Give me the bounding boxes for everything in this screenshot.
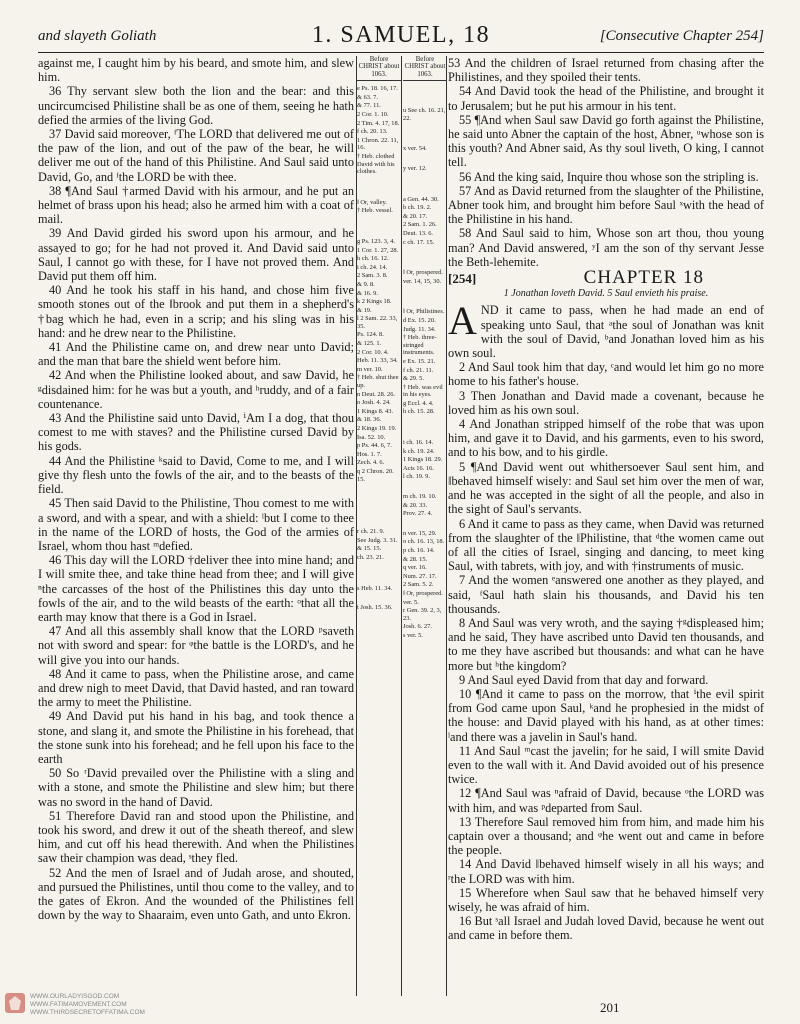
reference-entry: r ch. 21. 9. bbox=[357, 528, 385, 536]
reference-entry: i ch. 16. 14. bbox=[403, 439, 434, 447]
verse: 53 And the children of Israel returned from chasing after the Philistines, and they spoiled their tents. bbox=[448, 56, 764, 85]
reference-entry: p ch. 16. 14. bbox=[403, 547, 435, 554]
verse: 10 ¶And it came to pass on the morrow, that ⁱthe evil spirit from God came upon Saul, ᵏand he prophesied in the midst of the house: and David played with his hand, as at other times: ˡand there was a javelin in Saul's hand. bbox=[448, 686, 764, 744]
reference-entry: See Judg. 3. 31. bbox=[357, 536, 398, 544]
reference-entry bbox=[357, 177, 401, 187]
reference-entry: & 125. 1. bbox=[357, 340, 382, 348]
reference-entry: o ch. 16. 13, 18. bbox=[403, 538, 445, 546]
reference-entry: Prov. 27. 4. bbox=[403, 510, 433, 518]
page-number: 201 bbox=[600, 1000, 620, 1015]
reference-entry bbox=[403, 428, 447, 438]
reference-entry: r Gen. 39. 2, 3, 23. bbox=[403, 607, 442, 622]
reference-entry: Hos. 1. 7. bbox=[357, 450, 382, 458]
verse: 6 And it came to pass as they came, when David was returned from the slaughter of the ‖Philistine, that ᵈthe women came out of all the cities of Israel, singing and dancing, to meet king Saul, with tabrets, with joy, and with †instruments of music. bbox=[448, 516, 764, 574]
column-divider bbox=[401, 56, 402, 996]
reference-entry bbox=[357, 227, 401, 237]
right-reference-margin bbox=[403, 56, 447, 641]
left-reference-margin bbox=[357, 56, 401, 613]
reference-entry: † Heb. clothed David with his clothes. bbox=[357, 152, 395, 176]
verse: 5 ¶And David went out whithersoever Saul sent him, and ‖behaved himself wisely: and Saul set him over the men of war, and he was accepted in the sight of all the people, and also in the sight of Saul's servants. bbox=[448, 459, 764, 517]
verse: 40 And he took his staff in his hand, and chose him five smooth stones out of the ‖brook and put them in a shepherd's †bag which he had, even in a scrip; and his sling was in his hand: and he drew near to the Philistine. bbox=[38, 283, 354, 340]
reference-entry: b ch. 19. 2. bbox=[403, 204, 432, 212]
header-right: [Consecutive Chapter 254] bbox=[599, 28, 764, 44]
reference-entry: ‖ Or, valley. bbox=[357, 198, 387, 206]
header-title: 1. SAMUEL, 18 bbox=[311, 22, 491, 48]
verse: 2 And Saul took him that day, ᶜand would let him go no more home to his father's house. bbox=[448, 360, 764, 389]
reference-entry: & 9. 8. bbox=[357, 280, 375, 288]
reference-entry: m ch. 19. 10. bbox=[403, 493, 437, 501]
reference-entry: x ver. 54. bbox=[403, 145, 427, 153]
reference-entry bbox=[357, 495, 401, 505]
reference-entry: e Ex. 15. 21. bbox=[403, 357, 436, 365]
reference-entry: 1 Kings 18. 29. bbox=[403, 456, 443, 464]
reference-entry: & 20. 33. bbox=[403, 501, 428, 509]
chapter-summary: 1 Jonathan loveth David. 5 Saul envieth his praise. bbox=[503, 288, 709, 300]
reference-entry: f ch. 21. 11. bbox=[403, 366, 434, 374]
reference-entry: † Heb. three-stringed instruments. bbox=[403, 334, 437, 357]
reference-entry: & 19. bbox=[357, 306, 372, 314]
reference-entry: k ch. 19. 24. bbox=[403, 447, 435, 455]
reference-entry: 1 Kings 8. 43. bbox=[357, 407, 394, 415]
reference-entry: p Ps. 44. 6, 7. bbox=[357, 442, 392, 450]
verse: 36 Thy servant slew both the lion and the bear: and this uncircumcised Philistine shall be as one of them, seeing he hath defied the armies of the living God. bbox=[38, 84, 354, 127]
reference-entry: † Heb. shut thee up. bbox=[357, 374, 399, 390]
reference-entry: Josh. 6. 27. bbox=[403, 623, 432, 631]
first-verse-text: ND it came to pass, when he had made an end of speaking unto Saul, that ᵃthe soul of Jonathan was knit with the soul of David, ᵇand Jonathan loved him as his own soul. bbox=[448, 303, 764, 361]
page-header bbox=[38, 22, 764, 53]
reference-entry: ‖ Or, prospered. bbox=[403, 589, 443, 597]
ref-header: Before CHRIST about 1063. bbox=[357, 56, 401, 81]
verse: 4 And Jonathan stripped himself of the robe that was upon him, and gave it to David, and his garments, even to his sword, and to his bow, and to his girdle. bbox=[448, 417, 764, 460]
drop-cap: A bbox=[448, 298, 477, 344]
verse: 8 And Saul was very wroth, and the saying †ᵍdispleased him; and he said, They have ascribed unto David ten thousands, and to me they have ascribed but thousands: and what can he have more but ʰthe kingdom? bbox=[448, 615, 764, 673]
reference-entry: † Heb. vessel. bbox=[357, 207, 393, 215]
verse: 16 But ˢall Israel and Judah loved David, because he went out and came in before them. bbox=[448, 914, 764, 943]
verse: 14 And David ‖behaved himself wisely in all his ways; and ʳthe LORD was with him. bbox=[448, 857, 764, 886]
chapter-title: CHAPTER 18 bbox=[583, 267, 704, 289]
reference-entry: & 77. 11. bbox=[357, 102, 381, 110]
reference-entry: 1 Chron. 22. 11, 16. bbox=[357, 136, 399, 152]
column-divider bbox=[446, 56, 447, 996]
reference-entry: o Josh. 4. 24. bbox=[357, 399, 391, 407]
reference-entry bbox=[403, 134, 447, 144]
verse: 7 And the women ᵉanswered one another as they played, and said, ᶠSaul hath slain his thousands, and David his ten thousands. bbox=[448, 573, 764, 616]
reference-entry: l 2 Sam. 22. 33, 35. bbox=[357, 315, 398, 330]
reference-entry: l ch. 19. 9. bbox=[403, 473, 430, 481]
verse: 56 And the king said, Inquire thou whose son the stripling is. bbox=[459, 169, 759, 184]
reference-entry bbox=[403, 96, 447, 106]
reference-entry: y ver. 12. bbox=[403, 165, 427, 172]
reference-entry: Zech. 4. 6. bbox=[357, 459, 385, 467]
verse: 50 So ʳDavid prevailed over the Philistine with a sling and with a stone, and smote the Philistine and slew him; but there was no sword in the hand of David. bbox=[38, 766, 354, 809]
reference-entry bbox=[403, 286, 447, 296]
reference-entry bbox=[403, 482, 447, 492]
reference-entry: h ch. 16. 12. bbox=[357, 255, 389, 263]
reference-entry: d Ex. 15. 20. bbox=[403, 316, 436, 324]
reference-entry bbox=[357, 574, 401, 584]
reference-entry: ver. 14, 15, 30. bbox=[403, 277, 442, 285]
reference-entry bbox=[357, 484, 401, 494]
reference-entry: s Heb. 11. 34. bbox=[357, 584, 393, 592]
reference-entry bbox=[403, 154, 447, 164]
verse: 39 And David girded his sword upon his armour, and he assayed to go; for he had not proved it. And David said unto Saul, I cannot go with these, for I have not proved them. And David put them off him. bbox=[38, 226, 354, 284]
reference-entry: Acts 16. 16. bbox=[403, 464, 434, 472]
verse: 44 And the Philistine ᵏsaid to David, Come to me, and I will give thy flesh unto the fowls of the air, and to the beasts of the field. bbox=[38, 453, 354, 497]
reference-entry: m ver. 10. bbox=[357, 365, 383, 373]
chapter-number: [254] bbox=[448, 271, 477, 287]
reference-entry: c ch. 17. 15. bbox=[403, 238, 435, 246]
footer-link[interactable]: WWW.THIRDSECRETOFFATIMA.COM bbox=[30, 1009, 145, 1016]
reference-entry: a Gen. 44. 30. bbox=[403, 195, 439, 203]
reference-entry: 2 Cor. 1. 10. bbox=[357, 111, 389, 118]
left-text-column bbox=[38, 56, 354, 922]
verse: 15 Wherefore when Saul saw that he behaved himself very wisely, he was afraid of him. bbox=[448, 885, 764, 914]
verse: 55 ¶And when Saul saw David go forth against the Philistine, he said unto Abner the captain of the host, Abner, ᵘwhose son is this youth? And Abner said, As thy soul liveth, O king, I cannot tell. bbox=[448, 112, 764, 170]
reference-entry: 2 Sam. 5. 2. bbox=[403, 581, 434, 589]
reference-entry: g Ps. 123. 3, 4. bbox=[357, 237, 395, 245]
reference-entry bbox=[403, 247, 447, 257]
reference-entry bbox=[357, 188, 401, 198]
verse: 48 And it came to pass, when the Philistine arose, and came and drew nigh to meet David, that David hasted, and ran toward the army to meet the Philistine. bbox=[38, 666, 354, 710]
reference-entry bbox=[403, 258, 447, 268]
reference-entry: & 28. 15. bbox=[403, 555, 428, 563]
reference-entry: † Heb. was evil in his eyes. bbox=[403, 383, 443, 399]
footer-link[interactable]: WWW.FATIMAMOVEMENT.COM bbox=[30, 1001, 127, 1008]
verse: 43 And the Philistine said unto David, ⁱAm I a dog, that thou comest to me with staves? and the Philistine cursed David by his gods. bbox=[38, 411, 354, 454]
reference-entry: n ver. 15, 29. bbox=[403, 529, 437, 537]
verse: 9 And Saul eyed David from that day and forward. bbox=[459, 672, 709, 687]
reference-entry: ver. 5. bbox=[403, 598, 419, 606]
reference-entry: n Deut. 28. 26. bbox=[357, 390, 395, 398]
reference-entry: g Eccl. 4. 4. bbox=[403, 399, 434, 407]
verse: 38 ¶And Saul †armed David with his armour, and he put an helmet of brass upon his head; also he armed him with a coat of mail. bbox=[38, 183, 354, 227]
verse: 46 This day will the LORD †deliver thee into mine hand; and I will smite thee, and take thine head from thee; and I will give ⁿthe carcasses of the host of the Philistines this day unto the fowls of the air, and to the wild beasts of the earth: ᵒthat all the earth may know that there is a God in Israel. bbox=[38, 553, 354, 624]
reference-entry: 1 Cor. 1. 27, 28. bbox=[357, 246, 399, 254]
reference-entry bbox=[403, 297, 447, 307]
reference-entry: 2 Sam. 1. 26. bbox=[403, 221, 437, 229]
reference-entry: q ver. 16. bbox=[403, 564, 427, 572]
reference-entry bbox=[357, 563, 401, 573]
reference-entry bbox=[403, 185, 447, 195]
reference-entry: 2 Cor. 10. 4. bbox=[357, 348, 389, 356]
verse: 52 And the men of Israel and of Judah arose, and shouted, and pursued the Philistines, until thou come to the valley, and to the gates of Ekron. And the wounded of the Philistines fell down by the way to Shaaraim, even unto Gath, and unto Ekron. bbox=[38, 865, 354, 923]
verse: 37 David said moreover, ᶠThe LORD that delivered me out of the paw of the lion, and out of the paw of the bear, he will deliver me out of the hand of this Philistine. And Saul said unto David, Go, and ᶠthe LORD be with thee. bbox=[38, 127, 354, 184]
reference-entry bbox=[357, 216, 401, 226]
reference-entry: 2 Tim. 4. 17, 18. bbox=[357, 119, 400, 127]
verse: 58 And Saul said to him, Whose son art thou, thou young man? And David answered, ʸI am the son of thy servant Jesse the Beth-lehemite. bbox=[448, 226, 764, 269]
chapter-heading bbox=[448, 267, 764, 289]
reference-entry: s ver. 5. bbox=[403, 631, 423, 639]
reference-entry bbox=[357, 517, 401, 527]
verse: 51 Therefore David ran and stood upon the Philistine, and took his sword, and drew it out of the sheath thereof, and slew him, and cut off his head therewith. And when the Philistines saw their champion was dead, ˢthey fled. bbox=[38, 808, 354, 866]
reference-entry: Deut. 13. 6. bbox=[403, 229, 433, 237]
reference-entry bbox=[357, 593, 401, 603]
reference-entry: & 15. 15. bbox=[357, 545, 382, 553]
verse bbox=[448, 298, 764, 361]
reference-entry: u See ch. 16. 21, 22. bbox=[403, 107, 446, 122]
reference-entry: & 16. 9. bbox=[357, 289, 378, 297]
reference-entry: Isa. 52. 10. bbox=[357, 433, 386, 441]
verse: 49 And David put his hand in his bag, and took thence a stone, and slang it, and smote the Philistine in his forehead, that the stone sunk into his forehead; and he fell upon his face to the earth bbox=[38, 709, 354, 766]
reference-entry: k 2 Kings 18. bbox=[357, 298, 392, 306]
reference-entry bbox=[403, 519, 447, 529]
reference-entry: & 29. 5. bbox=[403, 375, 424, 383]
verse: 13 Therefore Saul removed him from him, and made him his captain over a thousand; and ᵠhe went out and came in before the people. bbox=[448, 814, 764, 858]
reference-entry: Ps. 124. 8. bbox=[357, 331, 384, 339]
reference-entry: & 18. 36. bbox=[357, 416, 382, 424]
reference-entry: t Josh. 15. 36. bbox=[357, 604, 393, 612]
reference-entry: Heb. 11. 33, 34. bbox=[357, 357, 398, 365]
reference-entry: 2 Kings 19. 19. bbox=[357, 425, 397, 432]
verse: 11 And Saul ᵐcast the javelin; for he said, I will smite David even to the wall with it. And David avoided out of his presence twice. bbox=[448, 743, 764, 787]
reference-entry bbox=[357, 506, 401, 516]
reference-entry: h ch. 15. 28. bbox=[403, 408, 435, 416]
reference-entry: i ch. 24. 14. bbox=[357, 263, 388, 271]
verse: 47 And all this assembly shall know that the LORD ᵖsaveth not with sword and spear: for ᵠthe battle is the LORD's, and he will give you into our hands. bbox=[38, 624, 354, 667]
reference-entry: ‖ Or, Philistines. bbox=[403, 308, 445, 316]
reference-entry: ch. 23. 21. bbox=[357, 553, 384, 561]
verse: 41 And the Philistine came on, and drew near unto David; and the man that bare the shield went before him. bbox=[38, 340, 354, 369]
verse: 57 And as David returned from the slaughter of the Philistine, Abner took him, and brought him before Saul ˣwith the head of the Philistine in his hand. bbox=[448, 183, 764, 227]
verse: 3 Then Jonathan and David made a covenant, because he loved him as his own soul. bbox=[448, 388, 764, 417]
reference-entry: f ch. 20. 13. bbox=[357, 128, 388, 136]
reference-entry: e Ps. 18. 16, 17. bbox=[357, 85, 398, 93]
reference-entry: Judg. 11. 34. bbox=[403, 325, 436, 333]
reference-entry: & 20. 17. bbox=[403, 212, 428, 220]
footer-links bbox=[4, 993, 145, 1017]
reference-entry: Num. 27. 17. bbox=[403, 572, 437, 580]
verse: 12 ¶And Saul was ⁿafraid of David, because ᵒthe LORD was with him, and was ᵖdeparted from Saul. bbox=[448, 786, 764, 815]
verse: against me, I caught him by his beard, and smote him, and slew him. bbox=[38, 56, 354, 85]
reference-entry: & 63. 7. bbox=[357, 93, 378, 101]
footer-link[interactable]: WWW.OURLADYISGOD.COM bbox=[30, 993, 120, 1000]
header-left: and slayeth Goliath bbox=[38, 28, 157, 44]
reference-entry: ‖ Or, prospered. bbox=[403, 269, 443, 277]
reference-entry bbox=[403, 85, 447, 95]
reference-entry: q 2 Chron. 20. 15. bbox=[357, 467, 394, 483]
reference-entry: 2 Sam. 3. 8. bbox=[357, 272, 388, 280]
reference-entry bbox=[403, 123, 447, 133]
verse: 42 And when the Philistine looked about, and saw David, he ᵍdisdained him: for he was but a youth, and ʰruddy, and of a fair countenance. bbox=[38, 368, 354, 411]
verse: 54 And David took the head of the Philistine, and brought it to Jerusalem; but he put his armour in his tent. bbox=[448, 84, 764, 113]
reference-entry bbox=[403, 417, 447, 427]
verse: 45 Then said David to the Philistine, Thou comest to me with a sword, and with a spear, and with a shield: ˡbut I come to thee in the name of the LORD of hosts, the God of the armies of Israel, whom thou hast ᵐdefied. bbox=[38, 496, 354, 553]
reference-entry bbox=[403, 174, 447, 184]
ref-header: Before CHRIST about 1063. bbox=[403, 56, 447, 81]
right-text-column bbox=[448, 56, 764, 943]
